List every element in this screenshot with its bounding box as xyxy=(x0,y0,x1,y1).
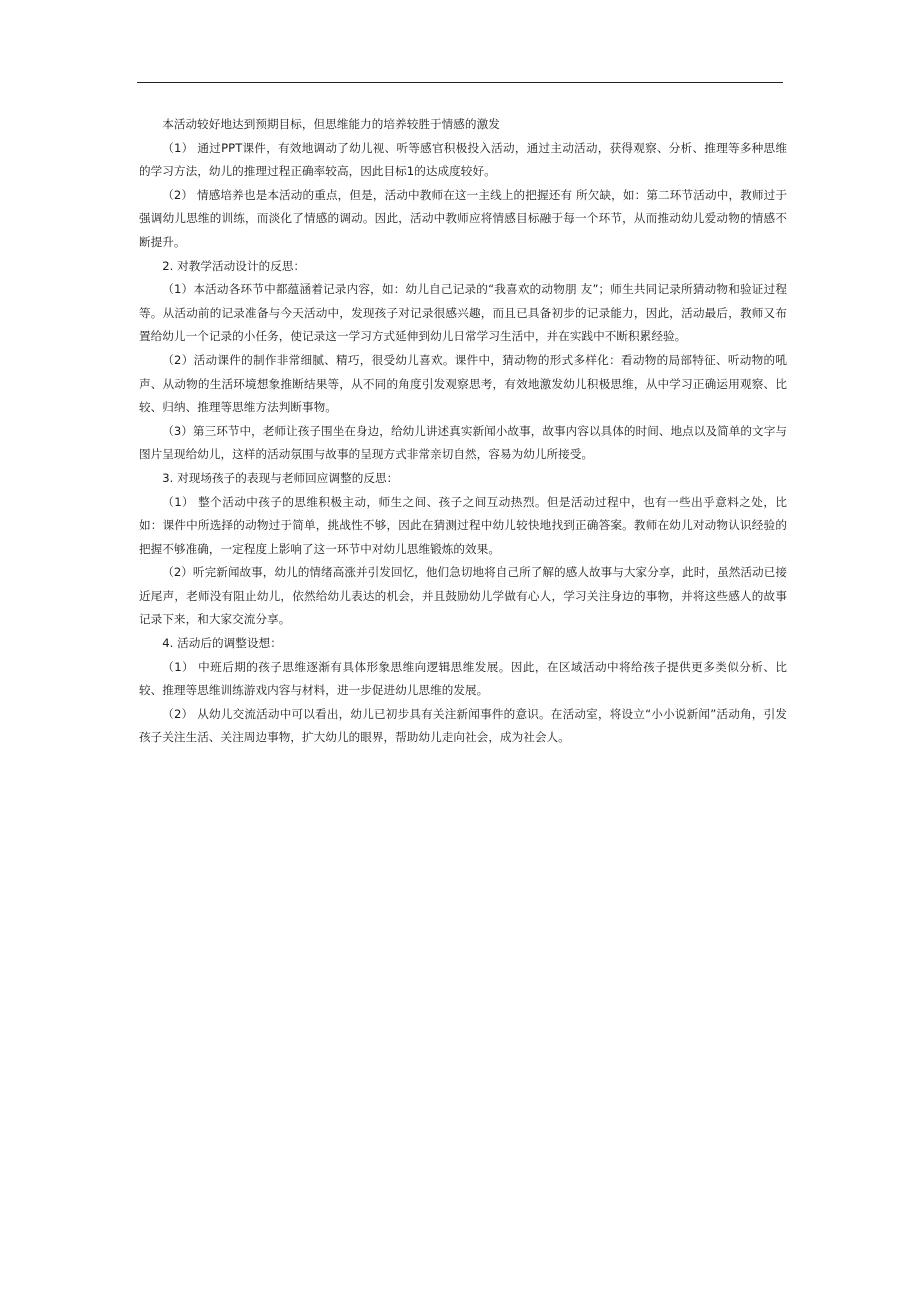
paragraph-1-2: （2） 情感培养也是本活动的重点，但是，活动中教师在这一主线上的把握还有 所欠缺，如：第二环节活动中，教师过于强调幼儿思维的训练，而淡化了情感的调动。因此，活动中教师应将情感目标融于每一个环节，从而推动幼儿爱动物的情感不断提升。 xyxy=(139,187,787,249)
paragraph-3-1: （1） 整个活动中孩子的思维积极主动，师生之间、孩子之间互动热烈。但是活动过程中，也有一些出乎意料之处，比如：课件中所选择的动物过于简单，挑战性不够，因此在猜测过程中幼儿较快地找到正确答案。教师在幼儿对动物认识经验的把握不够准确，一定程度上影响了这一环节中对幼儿思维锻炼的效果。 xyxy=(139,494,787,556)
paragraph-intro: 本活动较好地达到预期目标，但思维能力的培养较胜于情感的激发 xyxy=(162,117,500,131)
paragraph-2-1: （1）本活动各环节中都蕴涵着记录内容，如：幼儿自己记录的“我喜欢的动物朋 友”；师生共同记录所猜动物和验证过程等。从活动前的记录准备与今天活动中，发现孩子对记录很感兴趣，而且已具备初步的记录能力，因此，活动最后，教师又布置给幼儿一个记录的小任务，使记录这一学习方式延伸到幼儿日常学习生活中，并在实践中不断积累经验。 xyxy=(139,282,787,344)
section-heading-3: 3. 对现场孩子的表现与老师回应调整的反思： xyxy=(162,470,399,485)
paragraph-2-2: （2）活动课件的制作非常细腻、精巧，很受幼儿喜欢。课件中，猜动物的形式多样化：看动物的局部特征、听动物的吼声、从动物的生活环境想象推断结果等，从不同的角度引发观察思考，有效地激发幼儿积极思维，从中学习正确运用观察、比较、归纳、推理等思维方法判断事物。 xyxy=(139,352,787,415)
paragraph-4-2: （2） 从幼儿交流活动中可以看出，幼儿已初步具有关注新闻事件的意识。在活动室，将设立“小小说新闻”活动角，引发孩子关注生活、关注周边事物，扩大幼儿的眼界，帮助幼儿走向社会，成为社会人。 xyxy=(139,706,787,745)
section-heading-4: 4. 活动后的调整设想： xyxy=(162,636,282,651)
paragraph-4-1: （1） 中班后期的孩子思维逐渐有具体形象思维向逻辑思维发展。因此，在区域活动中将给孩子提供更多类似分析、比较、推理等思维训练游戏内容与材料，进一步促进幼儿思维的发展。 xyxy=(139,659,787,698)
document-body xyxy=(139,113,787,750)
paragraph-1-1: （1） 通过PPT课件，有效地调动了幼儿视、听等感官积极投入活动，通过主动活动，获得观察、分析、推理等多种思维的学习方法，幼儿的推理过程正确率较高，因此目标1的达成度较好。 xyxy=(139,140,787,179)
section-heading-2: 2. 对教学活动设计的反思： xyxy=(162,258,306,273)
header-rule xyxy=(137,82,783,83)
paragraph-3-2: （2）听完新闻故事，幼儿的情绪高涨并引发回忆，他们急切地将自己所了解的感人故事与大家分享，此时，虽然活动已接近尾声，老师没有阻止幼儿，依然给幼儿表达的机会，并且鼓励幼儿学做有心人，学习关注身边的事物，并将这些感人的故事记录下来，和大家交流分享。 xyxy=(139,565,787,627)
paragraph-2-3: （3）第三环节中，老师让孩子围坐在身边，给幼儿讲述真实新闻小故事，故事内容以具体的时间、地点以及简单的文字与图片呈现给幼儿，这样的活动氛围与故事的呈现方式非常亲切自然，容易为幼儿所接受。 xyxy=(139,423,787,462)
